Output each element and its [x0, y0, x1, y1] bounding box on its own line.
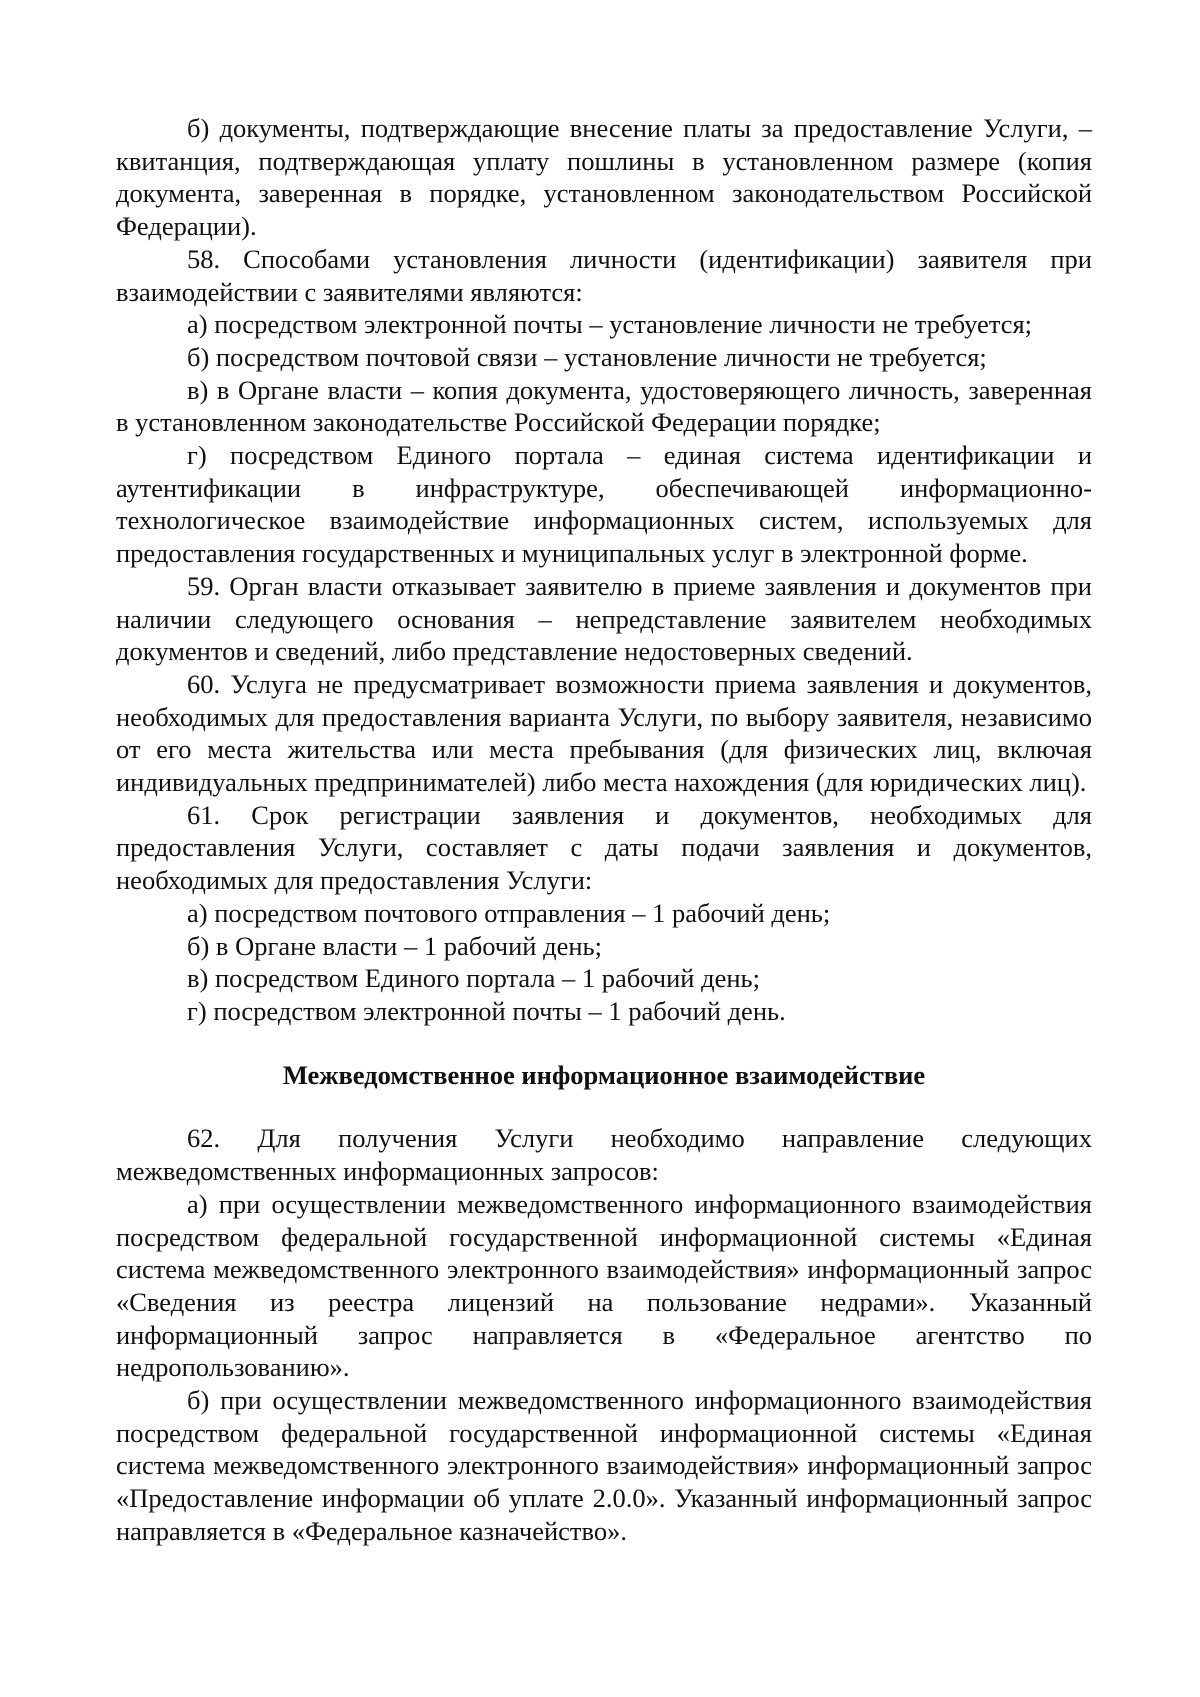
paragraph-61: 61. Срок регистрации заявления и документов, необходимых для предоставления Услуги, составляет с даты подачи заявления и документов, необходимых для предоставления Услуги:	[116, 799, 1092, 896]
paragraph-58a: а) посредством электронной почты – установление личности не требуется;	[187, 309, 1033, 340]
paragraph-61b: б) в Органе власти – 1 рабочий день;	[187, 930, 602, 961]
paragraph-61g: г) посредством электронной почты – 1 рабочий день.	[187, 995, 786, 1026]
paragraph-61a: а) посредством почтового отправления – 1 рабочий день;	[187, 897, 831, 928]
paragraph-62b: б) при осуществлении межведомственного информационного взаимодействия посредством федеральной государственной информационной системы «Единая система межведомственного электронного взаимодействия» информационный запрос «Предоставление информации об уплате 2.0.0». Указанный информационный запрос направляется в «Федеральное казначейство».	[116, 1385, 1092, 1546]
paragraph-62: 62. Для получения Услуги необходимо направление следующих межведомственных информационных запросов:	[116, 1123, 1092, 1187]
paragraph-58: 58. Способами установления личности (идентификации) заявителя при взаимодействии с заявителями являются:	[116, 243, 1092, 307]
paragraph-58v: в) в Органе власти – копия документа, удостоверяющего личность, заверенная в установленном законодательстве Российской Федерации порядке;	[116, 374, 1092, 438]
section-heading: Межведомственное информационное взаимодействие	[282, 1059, 926, 1090]
paragraph-62a: а) при осуществлении межведомственного информационного взаимодействия посредством федеральной государственной информационной системы «Единая система межведомственного электронного взаимодействия» информационный запрос «Сведения из реестра лицензий на пользование недрами». Указанный информационный запрос направляется в «Федеральное агентство по недропользованию».	[116, 1188, 1092, 1383]
paragraph-61v: в) посредством Единого портала – 1 рабочий день;	[187, 963, 760, 994]
paragraph-58b: б) посредством почтовой связи – установление личности не требуется;	[187, 341, 987, 372]
paragraph-58g: г) посредством Единого портала – единая система идентификации и аутентификации в инфраструктуре, обеспечивающей информационно-технологическое взаимодействие информационных систем, используемых для предоставления государственных и муниципальных услуг в электронной форме.	[116, 440, 1092, 569]
paragraph-57b: б) документы, подтверждающие внесение платы за предоставление Услуги, – квитанция, подтверждающая уплату пошлины в установленном размере (копия документа, заверенная в порядке, установленном законодательством Российской Федерации).	[116, 113, 1092, 242]
document-page	[116, 112, 1092, 1548]
paragraph-59: 59. Орган власти отказывает заявителю в приеме заявления и документов при наличии следующего основания – непредставление заявителем необходимых документов и сведений, либо представление недостоверных сведений.	[116, 570, 1092, 667]
paragraph-60: 60. Услуга не предусматривает возможности приема заявления и документов, необходимых для предоставления варианта Услуги, по выбору заявителя, независимо от его места жительства или места пребывания (для физических лиц, включая индивидуальных предпринимателей) либо места нахождения (для юридических лиц).	[116, 668, 1092, 798]
